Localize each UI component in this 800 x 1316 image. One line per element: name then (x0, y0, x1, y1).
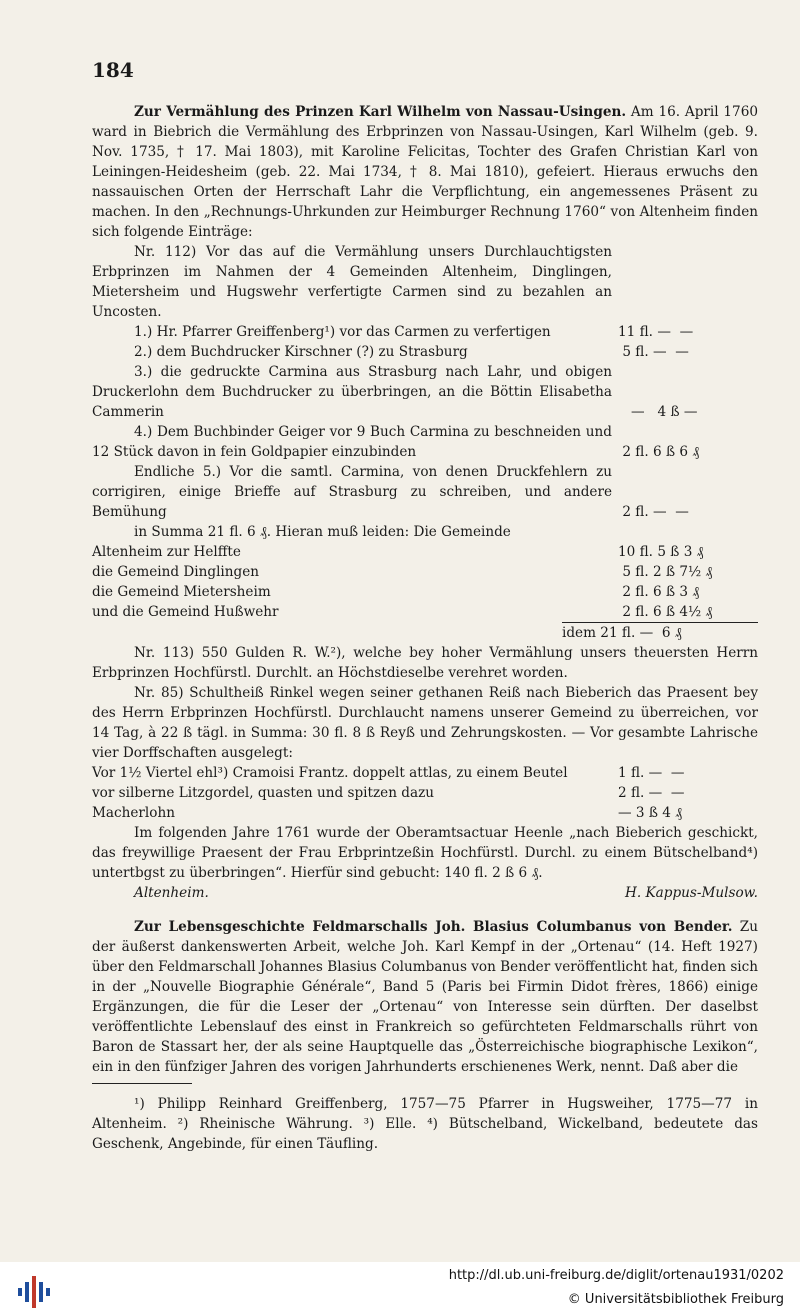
ledger-row-amount: 11 fl. — — (618, 324, 694, 340)
idem-total: idem 21 fl. — 6 ₰ (562, 625, 682, 641)
ledger-row (92, 462, 758, 522)
ledger-row-amount: 2 fl. 6 ß 4½ ₰ (618, 604, 713, 620)
ledger-row-amount: 2 fl. — — (618, 504, 689, 520)
nr85-text: Nr. 85) Schultheiß Rinkel wegen seiner gethanen Reiß nach Bieberich das Praesent bey des Herrn Erbprinzen Hochfürstl. Durchlaucht namens unserer Gemeind zu überreichen, vor 14 Tag, à 22 ß tägl. in Summa: 30 fl. 8 ß Reyß und Zehrungskosten. — Vor gesambte Lahrische vier Dorffschaften ausgelegt: (92, 685, 758, 761)
ledger-row (92, 542, 758, 562)
ledger-row (92, 602, 758, 622)
ledger-row-text: 1.) Hr. Pfarrer Greiffenberg¹) vor das Carmen zu verfertigen (134, 324, 551, 340)
signature-place: Altenheim. (134, 885, 209, 901)
ledger-row-text: die Gemeind Dinglingen (92, 564, 260, 580)
ledger-row-amount: 2 fl. 6 ß 6 ₰ (618, 444, 700, 460)
ledger-row-text: 4.) Dem Buchbinder Geiger vor 9 Buch Carmina zu beschneiden und 12 Stück davon in fein Goldpapier einzubinden (92, 424, 612, 460)
ledger-row (92, 803, 758, 823)
document-url-link[interactable]: http://dl.ub.uni-freiburg.de/diglit/ortenau1931/0202 (448, 1268, 784, 1283)
ledger-row-amount: 10 fl. 5 ß 3 ₰ (618, 544, 704, 560)
article2-text (92, 917, 758, 1077)
carmen-cost-items (92, 322, 758, 522)
ledger-row (92, 783, 758, 803)
article1-intro-text: Am 16. April 1760 ward in Biebrich die Vermählung des Erbprinzen von Nassau-Usingen, Karl Wilhelm (geb. 9. Nov. 1735, † 17. Mai 1803), mit Karoline Felicitas, Tochter des Grafen Christian Karl von Leiningen-Heidesheim (geb. 22. Mai 1734, † 8. Mai 1810), gefeiert. Hieraus erwuchs den nassauischen Orten der Herrschaft Lahr die Verpflichtung, ein angemessenes Präsent zu machen. In den „Rechnungs-Uhrkunden zur Heimburger Rechnung 1760“ von Altenheim finden sich folgende Einträge: (92, 104, 758, 240)
signature-line (92, 883, 758, 903)
ledger-row-amount: 2 fl. — — (618, 785, 685, 801)
article2-title: Zur Lebensgeschichte Feldmarschalls Joh. Blasius Columbanus von Bender. (134, 919, 733, 935)
ledger-row-amount: — 4 ß — (618, 404, 698, 420)
ledger-row-text: Macherlohn (92, 805, 175, 821)
ledger-row-amount: 2 fl. 6 ß 3 ₰ (618, 584, 700, 600)
idem-row (92, 623, 758, 643)
ledger-row (92, 562, 758, 582)
ledger-row (92, 582, 758, 602)
library-footer (0, 1262, 800, 1316)
community-shares (92, 542, 758, 622)
article1-intro (92, 102, 758, 242)
nr85-expense-lines (92, 763, 758, 823)
article1-title: Zur Vermählung des Prinzen Karl Wilhelm von Nassau-Usingen. (134, 104, 627, 120)
ledger-row-text: Altenheim zur Helffte (92, 544, 241, 560)
ledger-row-amount: 5 fl. — — (618, 344, 689, 360)
ledger-row (92, 422, 758, 462)
page-content (92, 102, 758, 1154)
signature-author: H. Kappus-Mulsow. (624, 885, 758, 901)
ledger-row (92, 763, 758, 783)
article2-body: Zu der äußerst dankenswerten Arbeit, welche Joh. Karl Kempf in der „Ortenau“ (14. Heft 1927) über den Feldmarschall Johannes Blasius Columbanus von Bender veröffentlicht hat, finden sich in der „Nouvelle Biographie Générale“, Band 5 (Paris bei Firmin Didot frères, 1866) einige Ergänzungen, die für die Leser der „Ortenau“ von Interesse sein dürften. Der daselbst veröffentlichte Lebenslauf des einst in Frankreich so gefürchteten Feldmarschalls rührt von Baron de Stassart her, der als seine Hauptquelle das „Österreichische biographische Lexikon“, ein in den fünfziger Jahren des vorigen Jahrhunderts erschienenes Werk, nennt. Daß aber die (92, 919, 759, 1075)
ledger-row-text: Vor 1½ Viertel ehl³) Cramoisi Frantz. doppelt attlas, zu einem Beutel (92, 765, 568, 781)
ledger-row-text: die Gemeind Mietersheim (92, 584, 271, 600)
nr112-text: Nr. 112) Vor das auf die Vermählung unsers Durchlauchtigsten Erbprinzen im Nahmen der 4 Gemeinden Altenheim, Dinglingen, Mietersheim und Hugswehr verfertigte Carmen sind zu bezahlen an Uncosten. (92, 244, 612, 320)
page-number: 184 (92, 58, 134, 82)
ledger-row (92, 342, 758, 362)
year1761-text: Im folgenden Jahre 1761 wurde der Oberamtsactuar Heenle „nach Bieberich geschickt, das freywillige Praesent der Frau Erbprintzeßin Hochfürstl. Durchl. zu einem Bütschelband⁴) untertbgst zu überbringen“. Hierfür sind gebucht: 140 fl. 2 ß 6 ₰. (92, 825, 758, 881)
ledger-row (92, 322, 758, 342)
ledger-row-amount: — 3 ß 4 ₰ (618, 805, 683, 821)
footnotes: ¹) Philipp Reinhard Greiffenberg, 1757—75 Pfarrer in Hugsweiher, 1775—77 in Altenheim. ²) Rheinische Währung. ³) Elle. ⁴) Bütschelband, Wickelband, bedeutete das Geschenk, Angebinde, für einen Täufling. (92, 1096, 758, 1152)
ledger-row-text: und die Gemeind Hußwehr (92, 604, 279, 620)
ledger-row-text: 3.) die gedruckte Carmina aus Strasburg nach Lahr, und obigen Druckerlohn dem Buchdrucker zu überbringen, an die Böttin Elisabetha Cammerin (92, 364, 612, 420)
summa-text: in Summa 21 fl. 6 ₰. Hieran muß leiden: Die Gemeinde (134, 524, 511, 540)
ledger-row-text: 2.) dem Buchdrucker Kirschner (?) zu Strasburg (134, 344, 468, 360)
ledger-row-amount: 5 fl. 2 ß 7½ ₰ (618, 564, 713, 580)
ledger-row (92, 362, 758, 422)
footnote-rule (92, 1083, 192, 1084)
ledger-row-text: Endliche 5.) Vor die samtl. Carmina, von denen Druckfehlern zu corrigiren, einige Brieffe auf Strasburg zu schreiben, und andere Bemühung (92, 464, 612, 520)
library-logo-icon (12, 1268, 56, 1312)
copyright-text: © Universitätsbibliothek Freiburg (567, 1292, 784, 1307)
ledger-row-text: vor silberne Litzgordel, quasten und spitzen dazu (92, 785, 434, 801)
ledger-row-amount: 1 fl. — — (618, 765, 685, 781)
nr113-text: Nr. 113) 550 Gulden R. W.²), welche bey hoher Vermählung unsers theuersten Herrn Erbprinzen Hochfürstl. Durchlt. an Höchstdieselbe verehret worden. (92, 645, 758, 681)
